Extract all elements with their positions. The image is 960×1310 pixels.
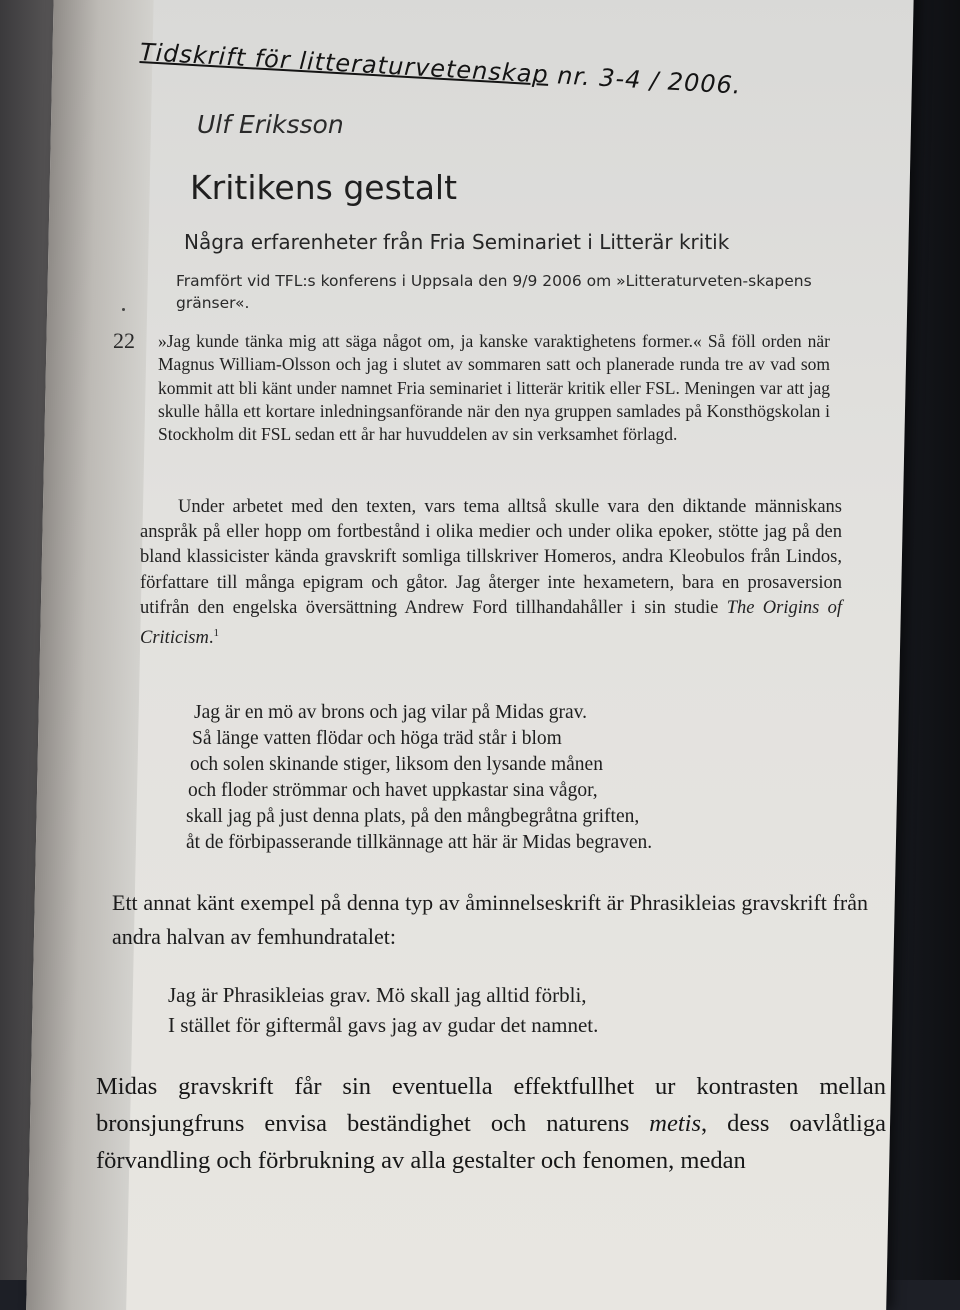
poem-line: Så länge vatten flödar och höga träd står i blom	[192, 728, 562, 749]
poem-line: åt de förbipasserande tillkännage att här är Midas begraven.	[186, 832, 653, 853]
emphasis-metis: metis	[649, 1110, 702, 1137]
paragraph-2	[140, 495, 842, 651]
page-number: 22	[113, 328, 135, 353]
paragraph-2-end: .	[208, 628, 214, 649]
conference-note: Framfört vid TFL:s konferens i Uppsala den 9/9 2006 om »Litteraturveten-skapens gränser«.	[176, 272, 812, 312]
poem-line: skall jag på just denna plats, på den mångbegråtna griften,	[186, 806, 640, 827]
paragraph-4-before: Midas gravskrift får sin eventuella effektfullhet ur kontrasten mellan bronsjungfruns envisa beständighet och naturens	[96, 1073, 886, 1137]
phrasikleia-epitaph	[168, 980, 598, 1040]
paragraph-3: Ett annat känt exempel på denna typ av åminnelseskrift är Phrasikleias gravskrift från andra halvan av femhundratalet:	[112, 890, 868, 949]
midas-epitaph	[186, 700, 652, 856]
poem-line: I stället för giftermål gavs jag av gudar det namnet.	[168, 1013, 599, 1037]
author-name: Ulf Eriksson	[197, 110, 344, 139]
poem-line: Jag är en mö av brons och jag vilar på Midas grav.	[194, 702, 587, 723]
paragraph-1: »Jag kunde tänka mig att säga något om, ja kanske varaktighetens former.« Så föll orden när Magnus William-Olsson och jag i slutet av sommaren satt och planerade runda tre av vad som kommit att bli känt under namnet Fria seminariet i litterär kritik eller FSL. Meningen var att jag skulle hålla ett kortare inledningsanförande när den nya gruppen samlades på Konsthögskolan i Stockholm dit FSL sedan ett år har huvuddelen av sin verksamhet förlagd.	[158, 331, 830, 445]
handwritten-header	[139, 38, 780, 102]
article-subtitle: Några erfarenheter från Fria Seminariet i Litterär kritik	[184, 230, 730, 254]
poem-line: och floder strömmar och havet uppkastar sina vågor,	[188, 780, 598, 801]
poem-line: Jag är Phrasikleias grav. Mö skall jag alltid förbli,	[168, 983, 587, 1007]
footnote-marker: 1	[213, 627, 219, 640]
poem-line: och solen skinande stiger, liksom den lysande månen	[190, 754, 603, 775]
handwritten-issue: nr. 3-4 / 2006.	[556, 61, 743, 100]
ink-speck	[122, 308, 125, 311]
paragraph-4-after: , dess oavlåtliga förvandling och förbrukning av alla gestalter och fenomen, medan	[96, 1110, 886, 1174]
article-title: Kritikens gestalt	[190, 168, 458, 207]
book-title: The Origins of Criticism	[140, 597, 843, 649]
paragraph-4	[96, 1068, 886, 1179]
paragraph-2-text: Under arbetet med den texten, vars tema alltså skulle vara den diktande människans anspråk på eller hopp om fortbestånd i olika medier och under olika epoker, stötte jag på den bland klassicister kända gravskrift somliga tillskriver Homeros, andra Kleobulos från Lindos, författare till många epigram och gåtor. Jag återger inte hexametern, bara en prosaversion utifrån den engelska översättning Andrew Ford tillhandahåller i sin studie	[140, 497, 842, 618]
handwritten-journal: Tidskrift för litteraturvetenskap	[139, 38, 550, 89]
